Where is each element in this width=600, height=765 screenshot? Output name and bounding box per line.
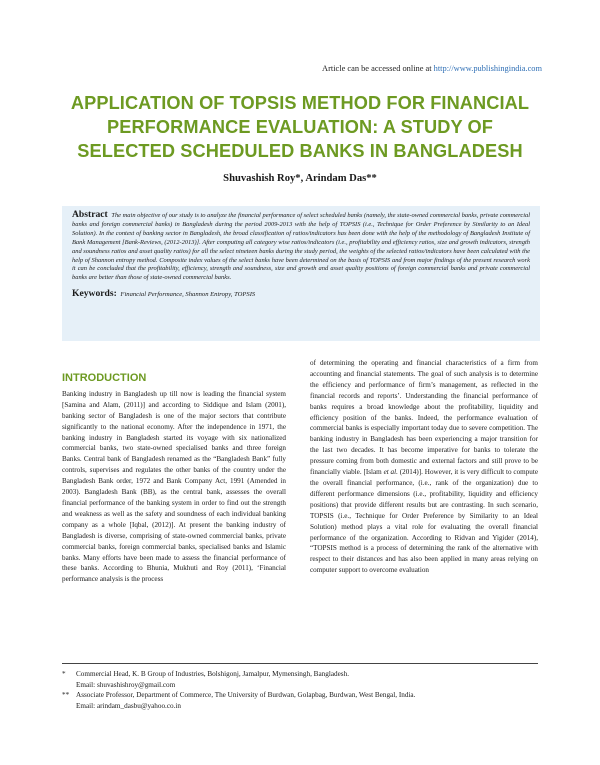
intro-text-right-2: (2014)]. However, it is very difficult to compute the overall financial performance, (i.e., rank of the organization) due to different performance dimensions (i.e., profitability, liquidity and efficiency positions) that provide different results but are contrasting. In such scenario, TOPSIS (i.e., Technique for Order Preference by Similarity to an Ideal Solution) method plays a vital role for evaluating the overall financial performance of the organization. According to Ridvan and Yigider (2014), “TOPSIS method is a process of determining the rank of the alternative with respect to their distances and has also been applied in many areas relying on computer support to overcome evaluation [310,468,538,575]
intro-paragraph-right [310,358,538,576]
title-line: PERFORMANCE EVALUATION: A STUDY OF [106,117,493,137]
left-column [62,373,286,585]
paper-title [30,91,570,163]
footnote-mark: ** [62,691,70,700]
footnote [62,669,538,690]
right-column [310,358,538,576]
intro-paragraph-left: Banking industry in Bangladesh up till now is leading the financial system [Samina and Alam, (2011)] and according to Siddique and Islam (2001), banking sector of Bangladesh is one of the major sectors that contribute significantly to the national economy. After the independence in 1971, the banking industry in Bangladesh started its voyage with six nationalized commercial banks, two state-owned specialised banks and three foreign Banks. Central bank of Bangladesh renamed as the “Bangladesh Bank” fully controls, supervises and regulates the other banks of the country under the Bangladesh Bank order, 1972 and Bank Company Act, 1991 (Amended in 2003). Bangladesh Bank (BB), as the central bank, assesses the overall financial performance of the banking system in order to find out the strength and weakness as well as the safety and soundness of each individual banking company as a whole [Iqbal, (2012)]. At present the banking industry of Bangladesh is diverse, comprising of state-owned commercial banks, private commercial banks, foreign commercial banks, specialised banks and Islamic banks. Many efforts have been made to assess the financial performance of these banks. According to Bhunia, Mukhuti and Roy (2011), ‘Financial performance analysis is the process [62,389,286,584]
footnote [62,690,538,711]
keywords [72,288,530,299]
footnote-affiliation: Commercial Head, K. B Group of Industries, Bolshigonj, Jamalpur, Mymensingh, Bangladesh. [76,670,349,678]
footnote-divider [62,663,538,664]
abstract [72,211,530,283]
abstract-box [62,206,540,341]
access-prefix: Article can be accessed online at [322,64,432,73]
footnote-mark: * [62,670,66,678]
section-heading-introduction: INTRODUCTION [62,372,147,384]
footnote-affiliation: Associate Professor, Department of Commerce, The University of Burdwan, Golapbag, Burdwan, West Bengal, India. [76,691,416,700]
footnote-email: Email: shuvashishroy@gmail.com [76,680,176,689]
keywords-text: Financial Performance, Shannon Entropy, TOPSIS [120,291,256,299]
abstract-label: Abstract [72,209,108,220]
publisher-link[interactable]: http://www.publishingindia.com [433,64,542,73]
intro-text-right-1: of determining the operating and financial characteristics of a firm from accounting and financial statements. The goal of such analysis is to determine the efficiency and performance of firm’s management, as reflected in the financial records and reports’. Understanding the financial performance of banks requires a broad knowledge about the profitability, liquidity and efficiency position of the banks. Indeed, the performance evaluation of commercial banks is especially important today due to severe competition. The banking industry in Bangladesh has been experiencing a major transition for the last two decades. It has become imperative for banks to tolerate the pressure coming from both domestic and external factors and still prove to be financially viable. [Islam [310,359,538,477]
abstract-text: The main objective of our study is to analyze the financial performance of select scheduled banks (namely, the state-owned commercial banks, private commercial banks and foreign commercial banks) in Bangladesh during the period 2009-2013 with the help of TOPSIS (i.e., Technique for Order Preference by Similarity to an Ideal Solution). In the context of banking sector in Bangladesh, the broad classification of ratios/indicators has been done with the help of the methodology of Bangladesh Institute of Bank Management [Bank-Reviews, (2012-2013)]. After computing all category wise ratios/indicators (i.e., profitability and efficiency ratios, size and growth indicators, strength and soundness ratios and asset quality ratios) for all the select nineteen banks during the study period, the weights of the selected ratios/indicators have been calculated with the help of Shannon entropy method. Composite index values of the select banks have been determined on the basis of TOPSIS and from major findings of the present research work it can be concluded that the profitability, efficiency, strength and soundness, size and growth and asset quality positions of foreign commercial banks and private commercial banks are better than those of state-owned commercial banks. [72,212,531,282]
access-note [322,64,542,73]
footnote-email: Email: arindam_dasbu@yahoo.co.in [76,701,182,710]
title-line: APPLICATION OF TOPSIS METHOD FOR FINANCIAL [70,93,530,113]
authors: Shuvashish Roy*, Arindam Das** [223,173,377,184]
footnotes [62,669,538,711]
keywords-label: Keywords: [72,288,117,300]
et-al: et al. [383,468,398,477]
title-line: SELECTED SCHEDULED BANKS IN BANGLADESH [77,141,523,161]
